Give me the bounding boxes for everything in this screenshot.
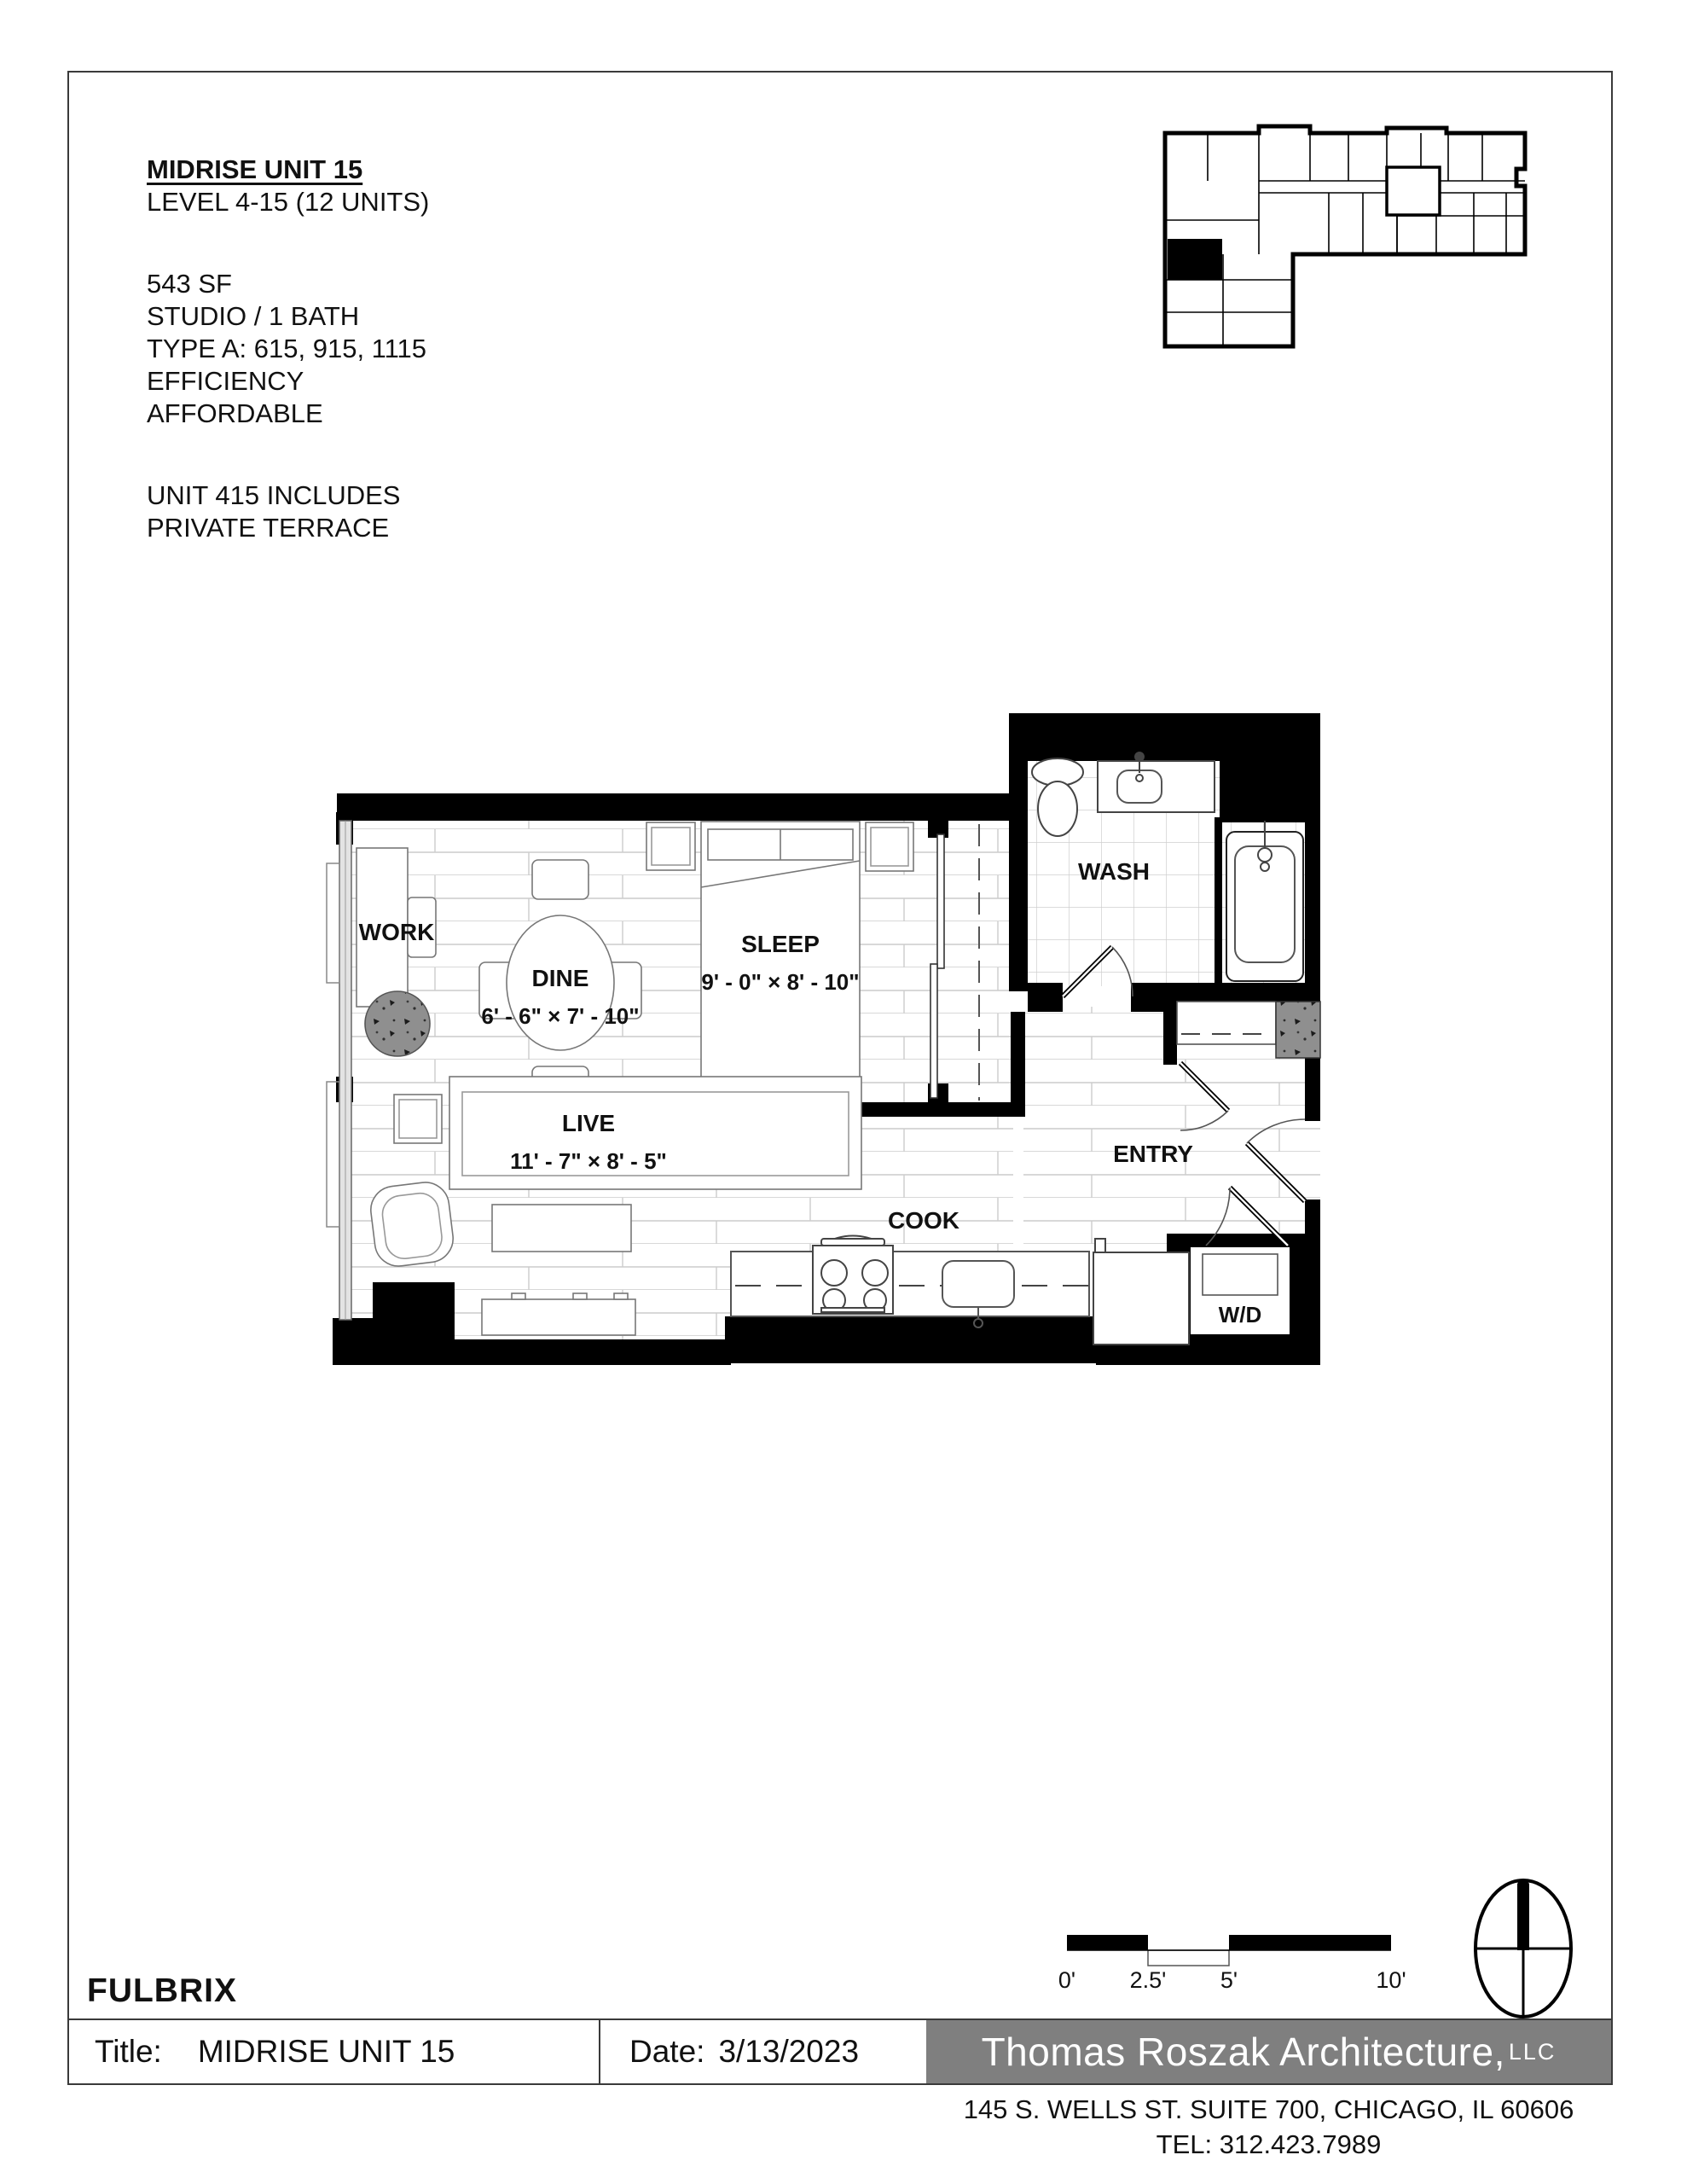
firm-address bbox=[925, 2092, 1613, 2162]
refrigerator bbox=[1093, 1239, 1189, 1345]
firm-address-line1: 145 S. WELLS ST. SUITE 700, CHICAGO, IL 60606 bbox=[963, 2094, 1574, 2124]
key-plan bbox=[1131, 118, 1547, 350]
scale-tick-5: 5' bbox=[1220, 1967, 1238, 1993]
label-wash: WASH bbox=[1078, 858, 1150, 885]
key-plan-core bbox=[1387, 167, 1440, 215]
label-entry: ENTRY bbox=[1113, 1141, 1193, 1167]
north-arrow-icon bbox=[1471, 1875, 1575, 2022]
nightstand bbox=[866, 822, 913, 871]
side-table bbox=[394, 1095, 442, 1143]
firm-name: Thomas Roszak Architecture, bbox=[981, 2030, 1505, 2074]
nightstand bbox=[646, 822, 695, 870]
counter bbox=[731, 1252, 1089, 1316]
media-console bbox=[482, 1299, 635, 1335]
floor-plan bbox=[324, 700, 1330, 1374]
title-label: Title: bbox=[95, 2034, 162, 2069]
unit-spec-efficiency: EFFICIENCY bbox=[147, 366, 304, 396]
label-dine: DINE bbox=[531, 965, 589, 991]
unit-level: LEVEL 4-15 (12 UNITS) bbox=[147, 187, 430, 217]
unit-note-1: UNIT 415 INCLUDES bbox=[147, 480, 401, 510]
date-cell bbox=[599, 2020, 926, 2083]
scale-tick-2-5: 2.5' bbox=[1129, 1967, 1167, 1993]
label-work: WORK bbox=[358, 919, 435, 945]
bed bbox=[701, 822, 860, 1105]
unit-spec-sf: 543 SF bbox=[147, 269, 232, 299]
dining-chair bbox=[532, 860, 588, 899]
scale-bar bbox=[1054, 1916, 1412, 1998]
ottoman bbox=[365, 991, 430, 1056]
label-sleep-dims: 9' - 0" × 8' - 10" bbox=[701, 969, 860, 995]
window-wall bbox=[324, 821, 351, 1320]
project-logo: FULBRIX bbox=[87, 1972, 237, 2009]
label-live: LIVE bbox=[561, 1110, 616, 1136]
coffee-table bbox=[492, 1205, 631, 1252]
firm-address-line2: TEL: 312.423.7989 bbox=[1156, 2129, 1382, 2159]
date-value: 3/13/2023 bbox=[718, 2034, 860, 2069]
label-dine-dims: 6' - 6" × 7' - 10" bbox=[481, 1003, 640, 1029]
date-label: Date: bbox=[629, 2034, 705, 2069]
scale-tick-10: 10' bbox=[1376, 1967, 1406, 1993]
unit-spec-layout: STUDIO / 1 BATH bbox=[147, 301, 360, 331]
label-sleep: SLEEP bbox=[741, 931, 820, 957]
title-cell bbox=[69, 2020, 599, 2083]
unit-spec-affordable: AFFORDABLE bbox=[147, 398, 323, 428]
firm-suffix: LLC bbox=[1508, 2038, 1557, 2065]
unit-info-panel bbox=[147, 154, 429, 544]
label-wd: W/D bbox=[1218, 1302, 1262, 1327]
unit-spec-type: TYPE A: 615, 915, 1115 bbox=[147, 334, 427, 363]
vanity bbox=[1098, 761, 1215, 812]
label-cook: COOK bbox=[888, 1207, 959, 1234]
armchair bbox=[368, 1180, 456, 1269]
entry-tile-pad bbox=[1276, 1002, 1320, 1058]
unit-note-2: PRIVATE TERRACE bbox=[147, 513, 390, 543]
title-block bbox=[67, 2018, 1613, 2085]
stove-icon bbox=[813, 1236, 893, 1315]
scale-tick-0: 0' bbox=[1058, 1967, 1076, 1993]
firm-banner bbox=[926, 2020, 1611, 2083]
title-value: MIDRISE UNIT 15 bbox=[197, 2034, 455, 2069]
label-live-dims: 11' - 7" × 8' - 5" bbox=[510, 1148, 667, 1174]
bathtub-icon bbox=[1226, 832, 1303, 981]
entry-closet bbox=[1177, 1002, 1276, 1044]
unit-title: MIDRISE UNIT 15 bbox=[147, 154, 363, 184]
key-plan-unit-highlight bbox=[1168, 239, 1222, 280]
